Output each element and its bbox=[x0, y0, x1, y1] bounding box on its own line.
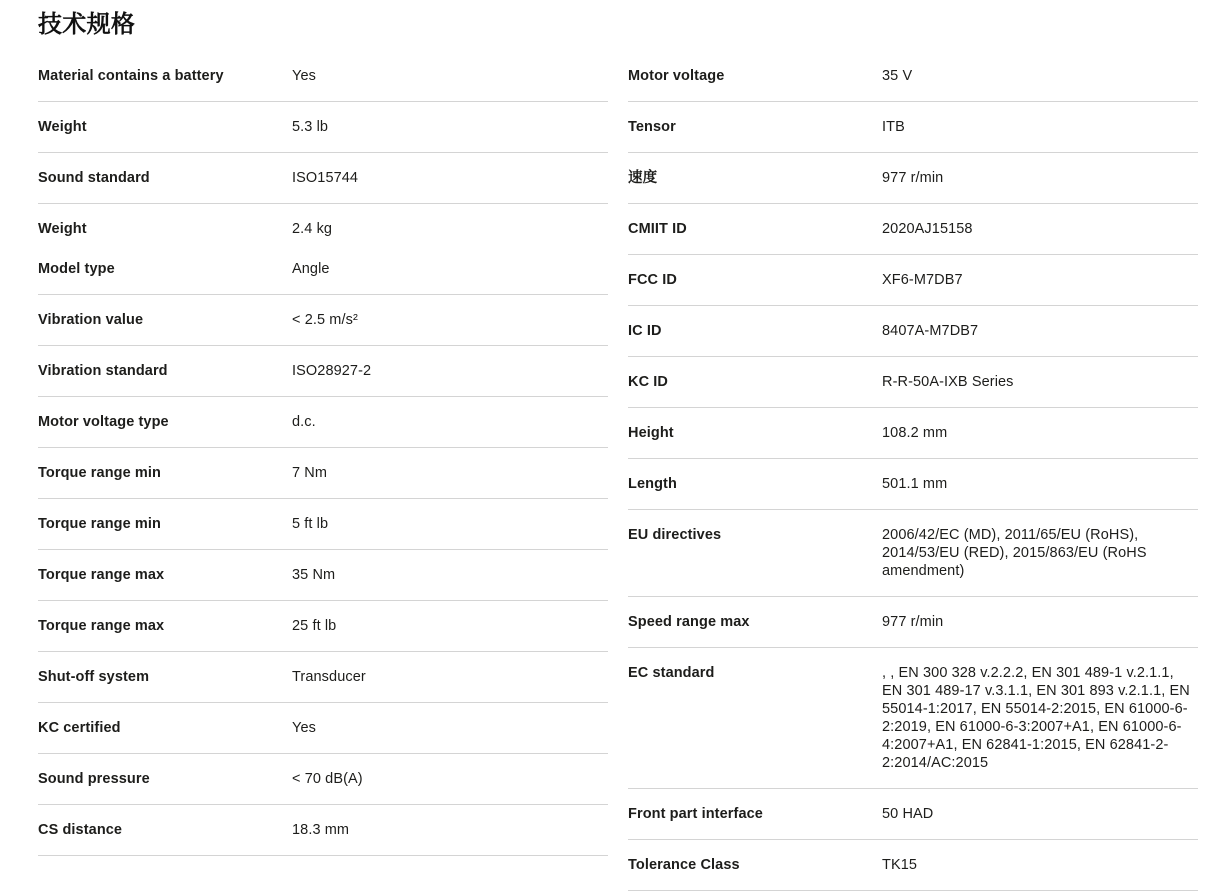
spec-label: CMIIT ID bbox=[628, 221, 687, 237]
spec-value: < 70 dB(A) bbox=[292, 771, 363, 787]
spec-value: Angle bbox=[292, 261, 330, 277]
spec-value: 18.3 mm bbox=[292, 822, 350, 838]
spec-label: Sound pressure bbox=[38, 771, 150, 787]
spec-row bbox=[628, 204, 1198, 255]
spec-column-left bbox=[38, 51, 608, 856]
spec-value: 35 Nm bbox=[292, 567, 336, 583]
spec-value: d.c. bbox=[292, 414, 316, 430]
spec-value: 2020AJ15158 bbox=[882, 221, 973, 237]
spec-row bbox=[628, 153, 1198, 204]
spec-label: Weight bbox=[38, 221, 87, 237]
spec-pair bbox=[38, 770, 608, 788]
spec-pair bbox=[38, 821, 608, 839]
spec-label: Tolerance Class bbox=[628, 857, 740, 873]
spec-value: ISO15744 bbox=[292, 170, 359, 186]
spec-row bbox=[38, 754, 608, 805]
spec-pair bbox=[628, 613, 1198, 631]
page-title: 技术规格 bbox=[38, 11, 136, 38]
spec-label: FCC ID bbox=[628, 272, 677, 288]
spec-value: 5.3 lb bbox=[292, 119, 329, 135]
spec-row bbox=[38, 805, 608, 856]
spec-label: Sound standard bbox=[38, 170, 150, 186]
spec-label: Torque range max bbox=[38, 567, 165, 583]
spec-pair bbox=[628, 118, 1198, 136]
spec-value: Yes bbox=[292, 68, 316, 84]
spec-pair bbox=[38, 668, 608, 686]
spec-value: 108.2 mm bbox=[882, 425, 948, 441]
spec-pair bbox=[38, 617, 608, 635]
spec-columns bbox=[38, 51, 1198, 891]
spec-row bbox=[628, 459, 1198, 510]
spec-pair bbox=[628, 373, 1198, 391]
spec-row bbox=[38, 448, 608, 499]
spec-value: TK15 bbox=[882, 857, 918, 873]
spec-row bbox=[38, 601, 608, 652]
spec-label: Torque range max bbox=[38, 618, 165, 634]
spec-label: Shut-off system bbox=[38, 669, 150, 685]
spec-label: KC certified bbox=[38, 720, 121, 736]
spec-label: Vibration standard bbox=[38, 363, 168, 379]
spec-pair bbox=[628, 856, 1198, 874]
spec-row bbox=[628, 597, 1198, 648]
spec-pair bbox=[628, 322, 1198, 340]
spec-pair bbox=[38, 362, 608, 380]
spec-row bbox=[38, 295, 608, 346]
spec-label: Height bbox=[628, 425, 674, 441]
spec-label: IC ID bbox=[628, 323, 662, 339]
spec-row bbox=[628, 789, 1198, 840]
spec-value: Transducer bbox=[292, 669, 366, 685]
spec-row bbox=[38, 153, 608, 204]
spec-row bbox=[38, 499, 608, 550]
spec-pair bbox=[628, 220, 1198, 238]
spec-row bbox=[628, 255, 1198, 306]
spec-pair bbox=[628, 475, 1198, 493]
spec-row bbox=[628, 102, 1198, 153]
spec-value: 35 V bbox=[882, 68, 913, 84]
spec-row bbox=[38, 102, 608, 153]
spec-pair bbox=[628, 67, 1198, 85]
spec-pair bbox=[628, 424, 1198, 442]
spec-pair bbox=[38, 311, 608, 329]
spec-value: ISO28927-2 bbox=[292, 363, 372, 379]
spec-value: XF6-M7DB7 bbox=[882, 272, 963, 288]
spec-pair bbox=[38, 413, 608, 431]
spec-pair bbox=[628, 805, 1198, 823]
spec-row bbox=[38, 397, 608, 448]
spec-row bbox=[38, 51, 608, 102]
spec-value: 25 ft lb bbox=[292, 618, 337, 634]
spec-row bbox=[38, 550, 608, 601]
spec-label: Motor voltage bbox=[628, 68, 725, 84]
spec-value: 50 HAD bbox=[882, 806, 934, 822]
spec-row bbox=[38, 652, 608, 703]
spec-label: Torque range min bbox=[38, 465, 161, 481]
spec-label: EU directives bbox=[628, 527, 722, 543]
spec-label: Model type bbox=[38, 261, 115, 277]
spec-pair bbox=[38, 515, 608, 533]
spec-row bbox=[38, 346, 608, 397]
spec-label: Weight bbox=[38, 119, 87, 135]
spec-value: 7 Nm bbox=[292, 465, 328, 481]
spec-label: CS distance bbox=[38, 822, 123, 838]
spec-label: Torque range min bbox=[38, 516, 161, 532]
spec-value: < 2.5 m/s² bbox=[292, 312, 358, 328]
spec-pair bbox=[628, 169, 1198, 187]
spec-value: 5 ft lb bbox=[292, 516, 329, 532]
spec-value: 977 r/min bbox=[882, 614, 944, 630]
spec-pair bbox=[38, 220, 608, 238]
spec-pair bbox=[38, 464, 608, 482]
spec-row bbox=[628, 648, 1198, 789]
spec-label: Front part interface bbox=[628, 806, 763, 822]
spec-row bbox=[38, 204, 608, 295]
spec-row bbox=[628, 357, 1198, 408]
spec-value: 2.4 kg bbox=[292, 221, 333, 237]
spec-row bbox=[628, 510, 1198, 597]
spec-value: , , EN 300 328 v.2.2.2, EN 301 489-1 v.2.1.1, EN 301 489-17 v.3.1.1, EN 301 893 v.2.1.1, EN 55014-1:2017, EN 55014-2:2015, EN 61000-6-2:2019, EN 61000-6-3:2007+A1, EN 61000-6-4:2007+A1, EN 62841-1:2015, EN 62841-2-2:2014/AC:2015 bbox=[882, 665, 1190, 771]
spec-pair bbox=[38, 169, 608, 187]
spec-row bbox=[628, 306, 1198, 357]
spec-value: Yes bbox=[292, 720, 316, 736]
spec-row bbox=[38, 703, 608, 754]
spec-pair bbox=[38, 260, 608, 278]
spec-pair bbox=[38, 67, 608, 85]
spec-label: Speed range max bbox=[628, 614, 750, 630]
spec-label: EC standard bbox=[628, 665, 715, 681]
spec-value: 2006/42/EC (MD), 2011/65/EU (RoHS), 2014/53/EU (RED), 2015/863/EU (RoHS amendment) bbox=[882, 527, 1147, 579]
spec-pair bbox=[628, 664, 1198, 772]
spec-label: Material contains a battery bbox=[38, 68, 224, 84]
spec-label: Tensor bbox=[628, 119, 676, 135]
spec-label: KC ID bbox=[628, 374, 668, 390]
spec-label: Length bbox=[628, 476, 677, 492]
spec-label: 速度 bbox=[628, 170, 658, 186]
spec-value: R-R-50A-IXB Series bbox=[882, 374, 1014, 390]
spec-row bbox=[628, 408, 1198, 459]
spec-value: 8407A-M7DB7 bbox=[882, 323, 979, 339]
spec-pair bbox=[628, 271, 1198, 289]
spec-row bbox=[628, 51, 1198, 102]
spec-label: Vibration value bbox=[38, 312, 144, 328]
spec-row bbox=[628, 840, 1198, 891]
spec-value: 501.1 mm bbox=[882, 476, 948, 492]
spec-pair bbox=[38, 719, 608, 737]
spec-value: ITB bbox=[882, 119, 905, 135]
spec-pair bbox=[628, 526, 1198, 580]
spec-pair bbox=[38, 566, 608, 584]
spec-pair bbox=[38, 118, 608, 136]
spec-value: 977 r/min bbox=[882, 170, 944, 186]
spec-column-right bbox=[628, 51, 1198, 891]
spec-label: Motor voltage type bbox=[38, 414, 169, 430]
